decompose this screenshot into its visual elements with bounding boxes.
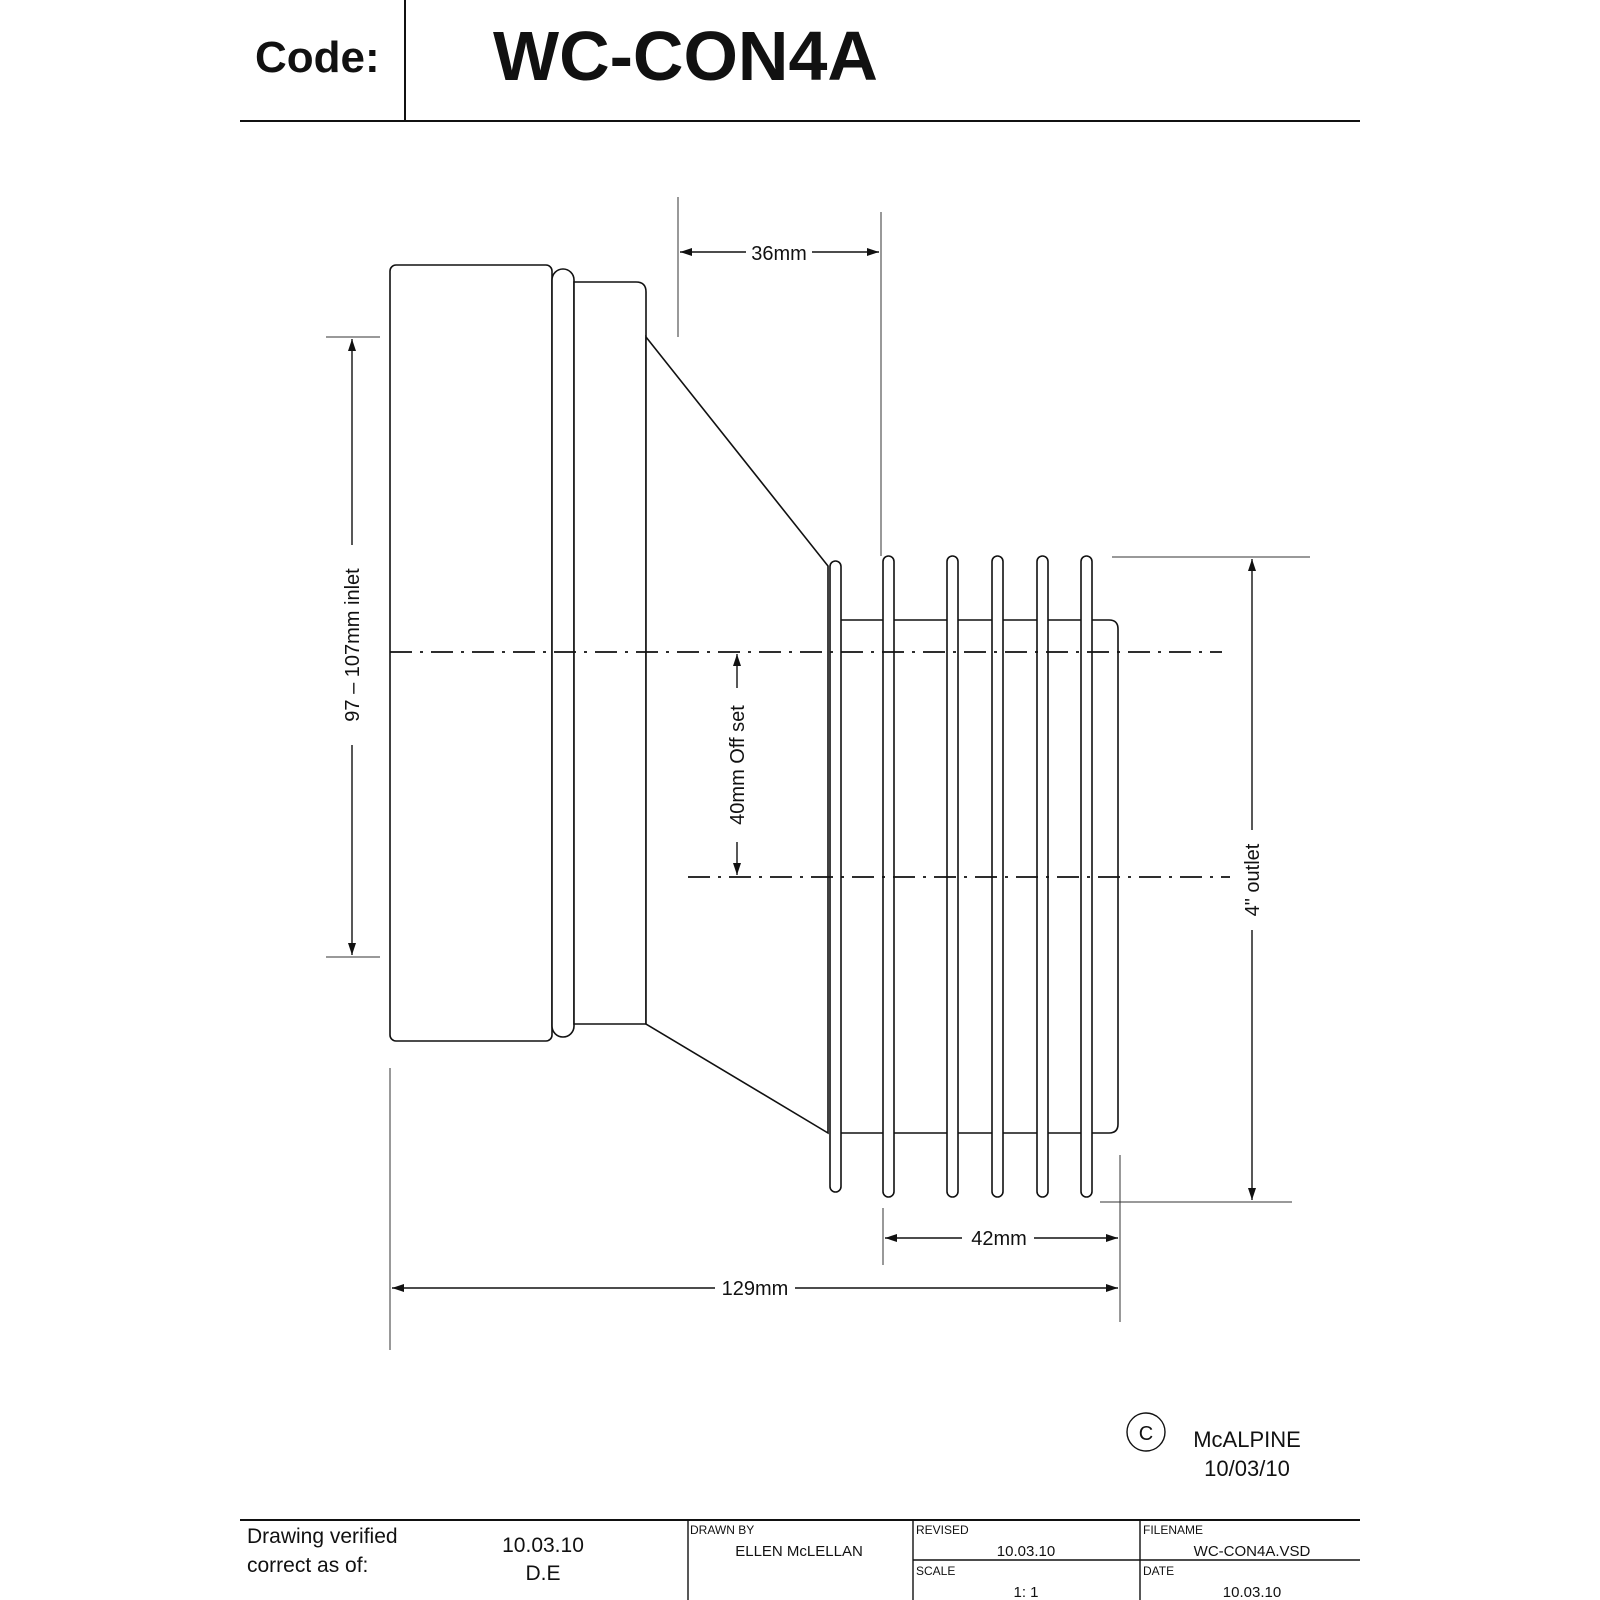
dimension-36mm [680, 243, 879, 265]
revised-value: 10.03.10 [996, 1543, 1056, 1560]
verified-label-line2: correct as of: [247, 1554, 369, 1577]
scale-value: 1: 1 [1013, 1584, 1039, 1600]
inlet-socket [390, 265, 552, 1041]
filename-value: WC-CON4A.VSD [1193, 1543, 1311, 1560]
dim-outlet: 4" outlet [1242, 843, 1264, 917]
copyright-company: McALPINE [1193, 1427, 1301, 1452]
scale-label: SCALE [916, 1564, 956, 1578]
drawn-by-value: ELLEN McLELLAN [735, 1543, 863, 1560]
pan-connector-part [390, 265, 1118, 1197]
dim-top-width: 36mm [751, 243, 807, 265]
copyright-mark [1127, 1413, 1301, 1481]
dimension-outlet [1242, 559, 1264, 1200]
title-block [240, 1520, 1360, 1600]
dim-overall-length: 129mm [721, 1278, 789, 1300]
dimension-inlet [342, 339, 364, 955]
verified-initials: D.E [525, 1562, 561, 1585]
verified-label-line1: Drawing verified [247, 1525, 398, 1548]
date-label: DATE [1143, 1564, 1175, 1578]
dim-bottom-width: 42mm [971, 1228, 1027, 1250]
code-value: WC-CON4A [493, 17, 878, 95]
drawn-by-label: DRAWN BY [690, 1523, 755, 1537]
date-value: 10.03.10 [1222, 1584, 1282, 1600]
dim-offset: 40mm Off set [727, 705, 749, 825]
dim-inlet: 97 – 107mm inlet [342, 568, 364, 722]
code-label: Code: [255, 33, 380, 82]
header [240, 0, 1360, 121]
dimension-42mm [885, 1228, 1118, 1250]
sealing-ring [552, 269, 574, 1037]
dimension-129mm [392, 1278, 1118, 1300]
inlet-collar [574, 282, 646, 1024]
copyright-symbol: C [1138, 1423, 1154, 1445]
filename-label: FILENAME [1143, 1523, 1204, 1537]
revised-label: REVISED [916, 1523, 969, 1537]
copyright-date: 10/03/10 [1204, 1456, 1290, 1481]
verified-date: 10.03.10 [502, 1534, 584, 1557]
